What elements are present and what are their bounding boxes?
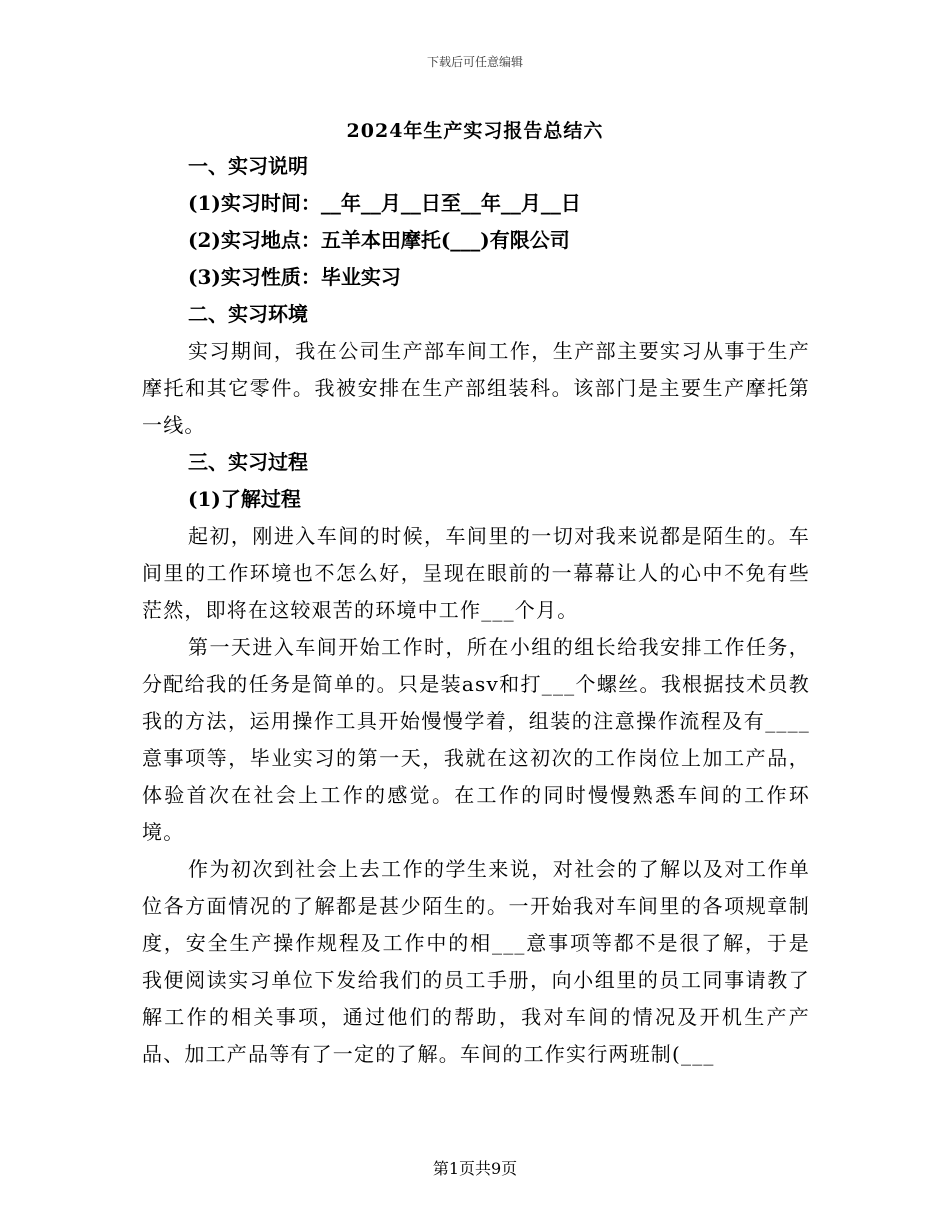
paragraph-learning-rules: 作为初次到社会上去工作的学生来说，对社会的了解以及对工作单位各方面情况的了解都是甚少陌生的。一开始我对车间里的各项规章制度，安全生产操作规程及工作中的相___意事项等都不是很了解，于是我便阅读实习单位下发给我们的员工手册，向小组里的员工同事请教了解工作的相关事项，通过他们的帮助，我对车间的情况及开机生产产品、加工产品等有了一定的了解。车间的工作实行两班制(___: [142, 857, 810, 1066]
page-header-note: 下载后可任意编辑: [426, 55, 523, 69]
item-internship-nature: (3)实习性质：毕业实习: [188, 265, 401, 289]
page-number-footer: 第1页共9页: [432, 1159, 518, 1178]
item-internship-time: (1)实习时间：__年__月__日至__年__月__日: [188, 191, 581, 215]
paragraph-first-day: 第一天进入车间开始工作时，所在小组的组长给我安排工作任务，分配给我的任务是简单的。只是装asv和打___个螺丝。我根据技术员教我的方法，运用操作工具开始慢慢学着，组装的注意操作流程及有____意事项等，毕业实习的第一天，我就在这初次的工作岗位上加工产品，体验首次在社会上工作的感觉。在工作的同时慢慢熟悉车间的工作环境。: [142, 635, 810, 844]
subsection-heading-understanding: (1)了解过程: [188, 487, 301, 511]
item-internship-location: (2)实习地点：五羊本田摩托(___)有限公司: [188, 228, 570, 252]
document-body: [142, 148, 810, 1073]
section-heading-environment: 二、实习环境: [188, 302, 308, 326]
section-heading-process: 三、实习过程: [188, 450, 308, 474]
document-title: 2024年生产实习报告总结六: [346, 120, 604, 142]
paragraph-first-impression: 起初，刚进入车间的时候，车间里的一切对我来说都是陌生的。车间里的工作环境也不怎么好，呈现在眼前的一幕幕让人的心中不免有些茫然，即将在这较艰苦的环境中工作___个月。: [142, 524, 810, 622]
section-heading-explanation: 一、实习说明: [188, 154, 308, 178]
paragraph-environment: 实习期间，我在公司生产部车间工作，生产部主要实习从事于生产摩托和其它零件。我被安排在生产部组装科。该部门是主要生产摩托第一线。: [142, 339, 810, 437]
